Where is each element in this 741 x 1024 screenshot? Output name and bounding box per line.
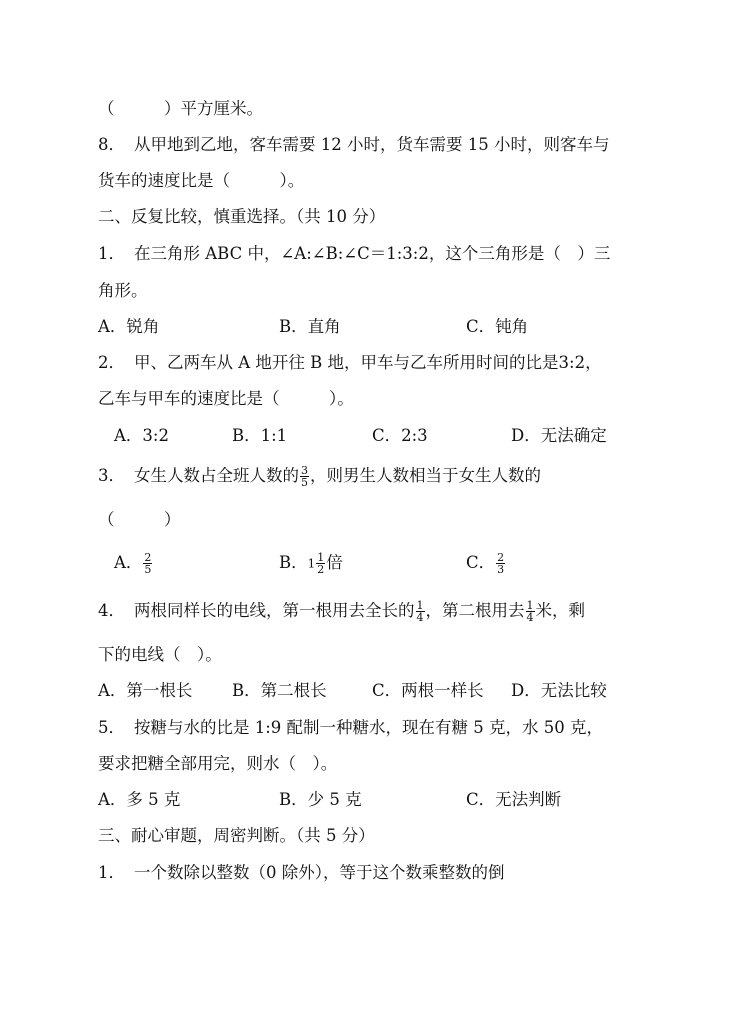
option-label: B． [279, 553, 308, 572]
s2-question-4-line-1 [98, 599, 585, 623]
s2q3-option-c [466, 551, 506, 575]
question-text-suffix: 米，剩 [535, 601, 585, 620]
s3-question-1-line-1 [98, 861, 505, 885]
s2q1-option-b: B．直角 [279, 317, 341, 336]
question-text-prefix: 两根同样长的电线，第一根用去全长的 [134, 601, 415, 620]
s2q4-option-a: A．第一根长 [98, 681, 193, 700]
denominator: 4 [526, 611, 534, 624]
fraction-three-fifths [300, 465, 309, 488]
question-text: 在三角形 ABC 中，∠A:∠B:∠C＝1:3:2，这个三角形是（ ）三 [134, 244, 611, 263]
numerator: 1 [317, 551, 325, 564]
numerator: 3 [301, 464, 308, 477]
answer-blank-line: （ ）平方厘米。 [98, 99, 263, 118]
s2-question-3-line-2: （ ） [98, 510, 181, 529]
s2q1-option-a: A．锐角 [98, 317, 160, 336]
s2-question-2-line-2: 乙车与甲车的速度比是（ ）。 [98, 389, 354, 408]
s2q4-option-b: B．第二根长 [232, 681, 327, 700]
s2-question-3-line-1 [98, 464, 541, 488]
fraction [496, 552, 505, 575]
s2q4-option-c: C．两根一样长 [372, 681, 484, 700]
fraction-one-quarter [526, 600, 535, 623]
numerator: 2 [144, 551, 152, 564]
question-number: 8． [98, 135, 125, 154]
question-number: 1． [98, 863, 125, 882]
question-number: 3． [98, 466, 125, 485]
numerator: 2 [497, 551, 505, 564]
s2-question-5-line-2: 要求把糖全部用完，则水（ ）。 [98, 754, 338, 773]
s2q2-option-a: A．3:2 [114, 426, 169, 445]
question-8-line-1 [98, 133, 609, 157]
numerator: 1 [416, 599, 424, 612]
question-number: 2． [98, 353, 125, 372]
mixed-number-whole: 1 [307, 556, 316, 571]
s2q5-option-c: C．无法判断 [466, 790, 562, 809]
s2q3-option-b [279, 551, 343, 576]
question-text-suffix: ，则男生人数相当于女生人数的 [310, 466, 541, 485]
question-number: 4． [98, 601, 125, 620]
denominator: 5 [301, 476, 308, 489]
s2q2-option-d: D．无法确定 [511, 426, 607, 445]
s2-question-5-line-1 [98, 716, 603, 740]
option-label: C． [466, 553, 496, 572]
s2-question-2-line-1 [98, 351, 602, 375]
option-label: A． [114, 553, 143, 572]
question-text-middle: ，第二根用去 [425, 601, 525, 620]
s2q2-option-c: C．2:3 [372, 426, 428, 445]
question-text: 按糖与水的比是 1:9 配制一种糖水，现在有糖 5 克，水 50 克， [134, 718, 604, 737]
question-text: 从甲地到乙地，客车需要 12 小时，货车需要 15 小时，则客车与 [134, 135, 610, 154]
option-suffix: 倍 [326, 553, 343, 572]
denominator: 5 [144, 563, 152, 576]
fraction-one-quarter [416, 600, 425, 623]
s2q2-option-b: B．1:1 [232, 426, 288, 445]
section-2-heading: 二、反复比较，慎重选择。（共 10 分） [98, 207, 386, 226]
s2q5-option-a: A．多 5 克 [98, 790, 181, 809]
s2q1-option-c: C．钝角 [466, 317, 529, 336]
numerator: 1 [526, 599, 534, 612]
section-3-heading: 三、耐心审题，周密判断。（共 5 分） [98, 826, 375, 845]
question-text: 甲、乙两车从 A 地开往 B 地，甲车与乙车所用时间的比是3:2， [134, 353, 602, 372]
s2q4-option-d: D．无法比较 [511, 681, 607, 700]
s2-question-1-line-2: 角形。 [98, 281, 148, 300]
s2q3-option-a [114, 551, 153, 575]
question-text-prefix: 女生人数占全班人数的 [134, 466, 299, 485]
question-text: 一个数除以整数（0 除外），等于这个数乘整数的倒 [134, 863, 505, 882]
fraction [316, 552, 325, 575]
denominator: 4 [416, 611, 424, 624]
question-number: 5． [98, 718, 125, 737]
fraction [143, 552, 152, 575]
s2-question-1-line-1 [98, 242, 610, 266]
question-number: 1． [98, 244, 125, 263]
question-8-line-2: 货车的速度比是（ ）。 [98, 171, 305, 190]
s2-question-4-line-2: 下的电线（ ）。 [98, 645, 222, 664]
denominator: 2 [317, 563, 325, 576]
denominator: 3 [497, 563, 505, 576]
s2q5-option-b: B．少 5 克 [279, 790, 362, 809]
